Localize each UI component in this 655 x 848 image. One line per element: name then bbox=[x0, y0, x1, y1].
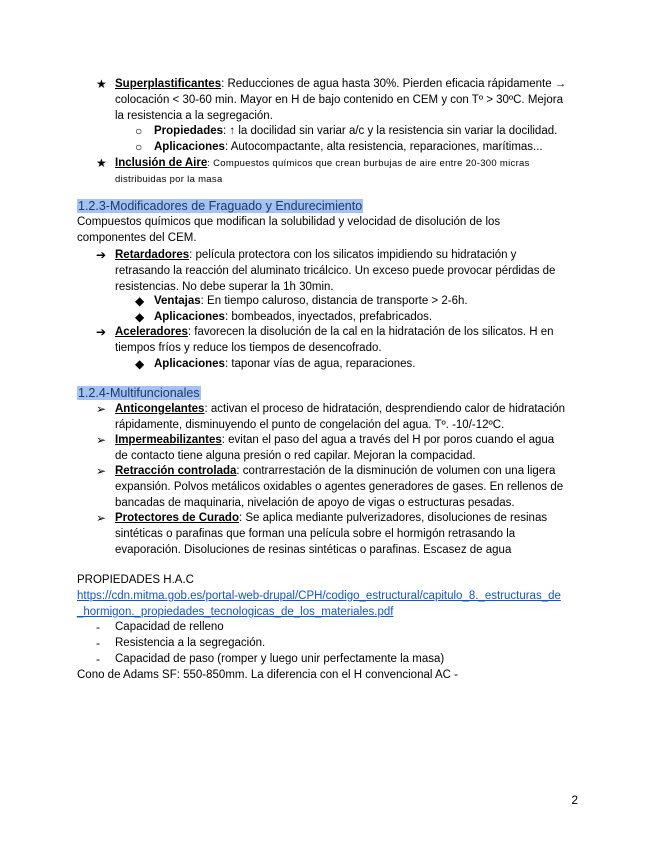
list-item: Capacidad de paso (romper y luego unir perfectamente la masa) bbox=[115, 653, 445, 665]
triangle-arrow-bullet-icon: ➢ bbox=[96, 402, 107, 416]
ventajas-item: Ventajas: En tiempo caluroso, distancia de transporte > 2-6h. bbox=[154, 295, 468, 307]
cono-adams-line: Cono de Adams SF: 550-850mm. La diferencia con el H convencional AC - bbox=[77, 669, 458, 681]
arrow-bullet-icon: ➔ bbox=[96, 248, 107, 262]
dash-bullet-icon: - bbox=[96, 636, 100, 650]
term-superplastificantes: Superplastificantes bbox=[115, 78, 222, 90]
aceleradores-item: Aceleradores: favorecen la disolución de la cal en la hidratación de los silicatos. H en tiempos fríos y reduce los tiempos de desencofrado. bbox=[115, 326, 554, 354]
dash-bullet-icon: - bbox=[96, 652, 100, 666]
arrow-bullet-icon: ➔ bbox=[96, 325, 107, 339]
aplicaciones-item-1: Aplicaciones: Autocompactante, alta resistencia, reparaciones, marítimas... bbox=[154, 141, 543, 153]
inclusion-aire-item: Inclusión de Aire: Compuestos químicos que crean burbujas de aire entre 20-300 micras distribuidas por la masa bbox=[115, 157, 530, 185]
retraccion-controlada-item: Retracción controlada: contrarrestación de la disminución de volumen con una ligera expansión. Polvos metálicos oxidables o agentes generadores de gases. En rellenos de bancadas de maquinaria, nivelación de apoyo de vigas o estructuras pesadas. bbox=[115, 465, 564, 509]
list-item: Resistencia a la segregación. bbox=[115, 637, 266, 649]
diamond-bullet-icon: ◆ bbox=[135, 294, 145, 308]
impermeabilizantes-item: Impermeabilizantes: evitan el paso del agua a través del H por poros cuando el agua de contacto tiene alguna presión o red capilar. Mejoran la compacidad. bbox=[115, 434, 555, 462]
diamond-bullet-icon: ◆ bbox=[135, 310, 145, 324]
propiedades-item: Propiedades: ↑ la docilidad sin variar a/c y la resistencia sin variar la docilidad. bbox=[154, 125, 558, 137]
reference-link[interactable]: https://cdn.mitma.gob.es/portal-web-drupal/CPH/codigo_estructural/capitulo_8._estructuras_de _hormigon._propiedades_tecnologicas_de_los_materiales.pdf bbox=[77, 590, 561, 618]
triangle-arrow-bullet-icon: ➢ bbox=[96, 433, 107, 447]
intro-paragraph: Compuestos químicos que modifican la solubilidad y velocidad de disolución de los componentes del CEM. bbox=[77, 216, 501, 244]
retardadores-item: Retardadores: película protectora con los silicatos impidiendo su hidratación y retrasando la reacción del aluminato tricálcico. Un exceso puede provocar pérdidas de resistencias. No debe superar la 1h 30min. bbox=[115, 249, 556, 293]
superplastificantes-item: Superplastificantes: Reducciones de agua hasta 30%. Pierden eficacia rápidamente → colocación < 30-60 min. Mayor en H de bajo contenido en CEM y con Tº > 30ºC. Mejora la resistencia a la segregación. bbox=[115, 78, 567, 122]
list-item: Capacidad de relleno bbox=[115, 621, 224, 633]
diamond-bullet-icon: ◆ bbox=[135, 357, 145, 371]
protectores-curado-item: Protectores de Curado: Se aplica mediante pulverizadores, disoluciones de resinas sintéticas o parafinas que forman una película sobre el hormigón retrasando la evaporación. Disoluciones de resinas sintéticas o parafinas. Escasez de agua bbox=[115, 512, 548, 556]
section-heading-1-2-3: 1.2.3-Modificadores de Fraguado y Endurecimiento bbox=[78, 199, 363, 213]
circle-bullet-icon: ○ bbox=[135, 140, 143, 154]
propiedades-hac-title: PROPIEDADES H.A.C bbox=[77, 574, 194, 586]
section-heading-1-2-4: 1.2.4-Multifuncionales bbox=[78, 386, 200, 400]
triangle-arrow-bullet-icon: ➢ bbox=[96, 464, 107, 478]
star-bullet-icon: ★ bbox=[96, 156, 107, 170]
aplicaciones-item-2: Aplicaciones: bombeados, inyectados, prefabricados. bbox=[154, 311, 433, 323]
triangle-arrow-bullet-icon: ➢ bbox=[96, 511, 107, 525]
circle-bullet-icon: ○ bbox=[135, 124, 143, 138]
dash-bullet-icon: - bbox=[96, 620, 100, 634]
anticongelantes-item: Anticongelantes: activan el proceso de hidratación, desprendiendo calor de hidratación rápidamente, disminuyendo el punto de congelación del agua. Tº. -10/-12ºC. bbox=[115, 403, 566, 431]
page-number: 2 bbox=[571, 793, 578, 807]
aplicaciones-item-3: Aplicaciones: taponar vías de agua, reparaciones. bbox=[154, 358, 416, 370]
star-bullet-icon: ★ bbox=[96, 77, 107, 91]
